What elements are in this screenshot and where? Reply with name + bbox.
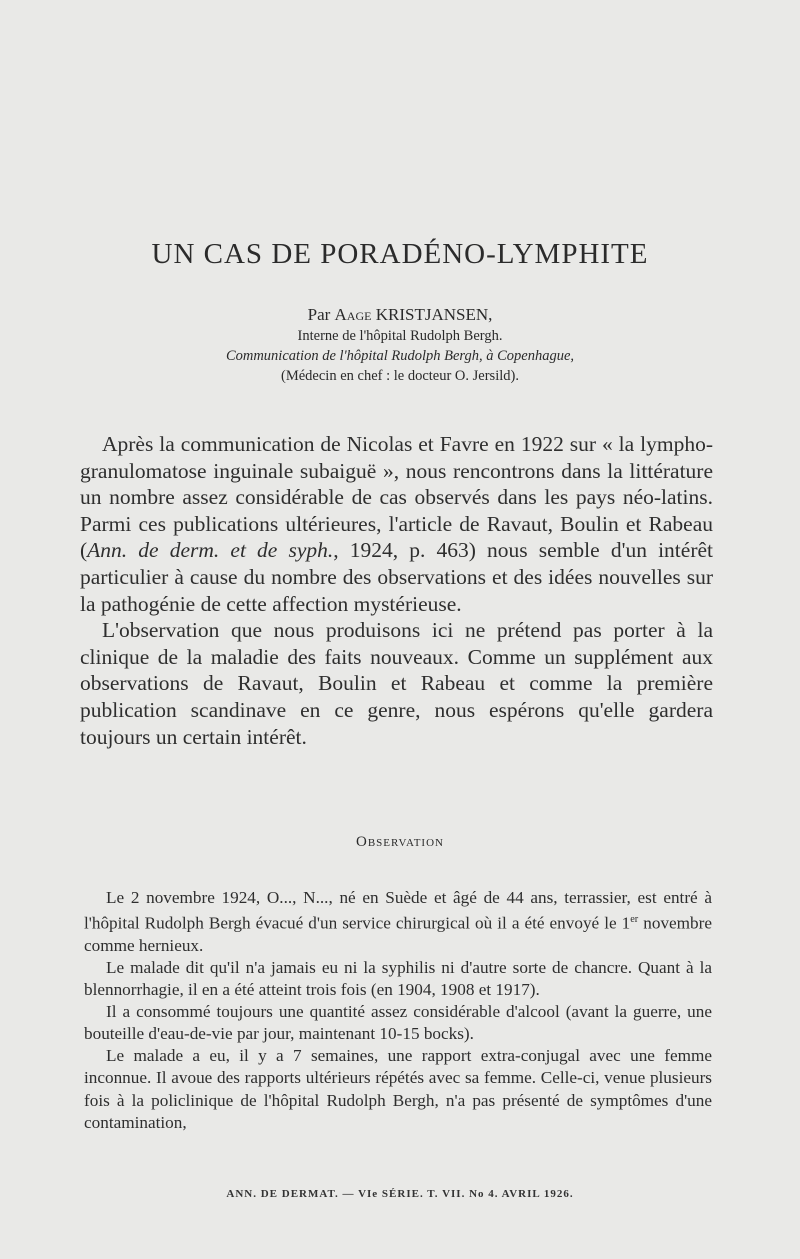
byline-prefix: Par [307, 305, 331, 324]
article-title: UN CAS DE PORADÉNO-LYMPHITE [151, 238, 649, 270]
observation-paragraph-4: Le malade a eu, il y a 7 semaines, une rapport extra-conjugal avec une femme inconnue. Il avoue des rapports ultérieurs répétés avec sa femme. Celle-ci, venue plusieurs fois à la policlinique de l'hôpital Rudolph Bergh, n'a pas présenté de symptômes d'une contamination, [84, 1046, 712, 1132]
section-heading: Observation [356, 834, 444, 850]
affiliation-line-3: (Médecin en chef : le docteur O. Jersild). [281, 368, 519, 384]
journal-footer: ANN. DE DERMAT. — VIe SÉRIE. T. VII. No 4. AVRIL 1926. [226, 1188, 574, 1200]
author-first-name: Aage [334, 305, 372, 324]
obs-p1-superscript: er [630, 914, 639, 926]
affiliation-line-1: Interne de l'hôpital Rudolph Bergh. [297, 328, 503, 344]
intro-paragraph-1 [80, 431, 713, 617]
journal-citation: Ann. de derm. et de syph. [87, 538, 334, 563]
observation-paragraph-2: Le malade dit qu'il n'a jamais eu ni la syphilis ni d'autre sorte de chancre. Quant à la blennorrhagie, il en a été atteint trois fois (en 1904, 1908 et 1917). [84, 958, 712, 1000]
intro-p1-part-b: , 1924, p. 463) nous semble d'un intérêt particulier à cause du nombre des observations et des idées nouvelles sur la pathogénie de cette affection mystérieuse. [80, 538, 713, 616]
introduction [80, 431, 713, 750]
obs-p1-part-b: novembre comme hernieux. [84, 913, 712, 955]
intro-p1-part-a: Après la communication de Nicolas et Favre en 1922 sur « la lympho-granulomatose inguinale subaiguë », nous rencontrons dans la littérature un nombre assez considérable de cas observés dans les pays néo-latins. Parmi ces publications ultérieures, l'article de Ravaut, Boulin et Rabeau ( [80, 432, 713, 563]
intro-paragraph-2: L'observation que nous produisons ici ne prétend pas porter à la clinique de la maladie des faits nouveaux. Comme un supplément aux observations de Ravaut, Boulin et Rabeau et comme la première publication scandinave en ce genre, nous espérons qu'elle gardera toujours un certain intérêt. [80, 618, 713, 749]
observation-section [84, 887, 712, 1134]
author-last-name: KRISTJANSEN, [375, 305, 493, 324]
affiliation-line-2: Communication de l'hôpital Rudolph Bergh, à Copenhague, [225, 348, 575, 364]
observation-paragraph-3: Il a consommé toujours une quantité assez considérable d'alcool (avant la guerre, une bouteille d'eau-de-vie par jour, maintenant 10-15 bocks). [84, 1002, 712, 1044]
observation-paragraph-1 [84, 887, 712, 957]
obs-p1-part-a: Le 2 novembre 1924, O..., N..., né en Suède et âgé de 44 ans, terrassier, est entré à l'hôpital Rudolph Bergh évacué d'un service chirurgical où il a été envoyé le 1 [84, 888, 712, 933]
byline [0, 305, 800, 325]
